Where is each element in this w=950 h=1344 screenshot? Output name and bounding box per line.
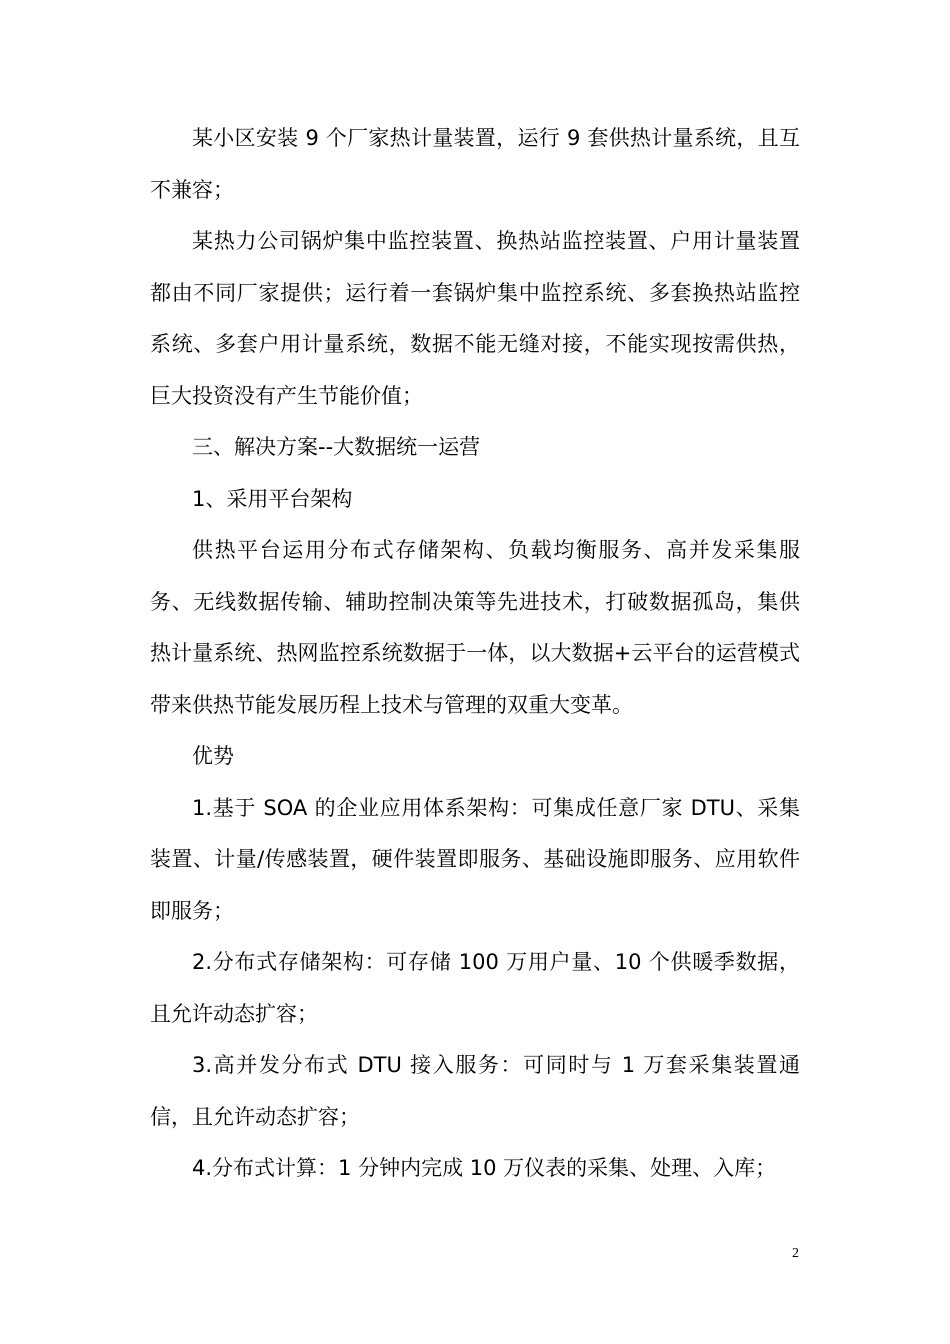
paragraph-heating-meter-incompatibility: 某小区安装 9 个厂家热计量装置，运行 9 套供热计量系统，且互不兼容； [150,126,800,202]
paragraph-heating-company-monitoring: 某热力公司锅炉集中监控装置、换热站监控装置、户用计量装置都由不同厂家提供；运行着一套锅炉集中监控系统、多套换热站监控系统、多套户用计量系统，数据不能无缝对接，不能实现按需供热，巨大投资没有产生节能价值； [150,229,800,408]
page-number: 2 [792,1246,799,1261]
advantages-heading: 优势 [192,744,234,768]
advantage-item-dtu-access: 3.高并发分布式 DTU 接入服务：可同时与 1 万套采集装置通信，且允许动态扩容； [150,1053,800,1129]
advantage-item-distributed-storage: 2.分布式存储架构：可存储 100 万用户量、10 个供暖季数据，且允许动态扩容； [150,950,800,1026]
advantage-item-soa: 1.基于 SOA 的企业应用体系架构：可集成任意厂家 DTU、采集装置、计量/传感装置，硬件装置即服务、基础设施即服务、应用软件即服务； [150,795,800,923]
advantage-item-distributed-computing: 4.分布式计算：1 分钟内完成 10 万仪表的采集、处理、入库； [192,1156,777,1180]
section-heading-solution: 三、解决方案--大数据统一运营 [192,435,481,459]
document-body [150,113,800,1195]
subsection-heading-platform-architecture: 1、采用平台架构 [192,486,353,511]
paragraph-platform-description: 供热平台运用分布式存储架构、负载均衡服务、高并发采集服务、无线数据传输、辅助控制决策等先进技术，打破数据孤岛，集供热计量系统、热网监控系统数据于一体，以大数据+云平台的运营模式带来供热节能发展历程上技术与管理的双重大变革。 [150,538,800,717]
